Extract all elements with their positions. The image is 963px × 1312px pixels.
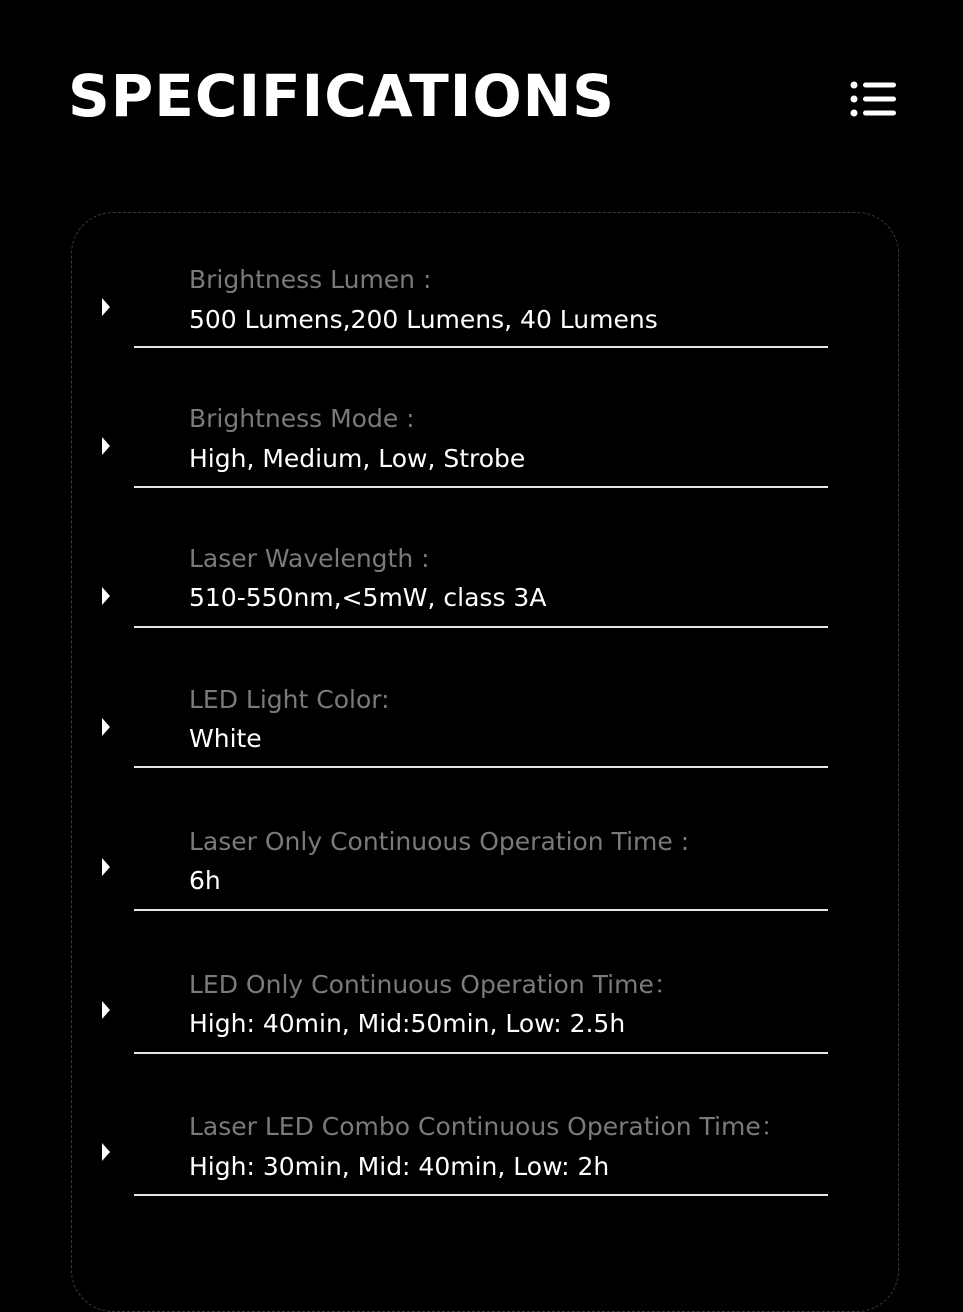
caret-right-icon: [102, 587, 110, 605]
spec-label: Laser Wavelength :: [189, 544, 430, 573]
caret-right-icon: [102, 858, 110, 876]
caret-right-icon: [102, 437, 110, 455]
caret-right-icon: [102, 1143, 110, 1161]
spec-value: High, Medium, Low, Strobe: [189, 444, 526, 473]
spec-value: 510-550nm,<5mW, class 3A: [189, 583, 547, 612]
spec-row-laser-led-combo-time: [0, 1109, 963, 1209]
caret-right-icon: [102, 1001, 110, 1019]
spec-value: High: 30min, Mid: 40min, Low: 2h: [189, 1152, 610, 1181]
divider: [134, 626, 828, 628]
divider: [134, 909, 828, 911]
divider: [134, 486, 828, 488]
spec-label: Brightness Lumen :: [189, 265, 432, 294]
spec-label: LED Only Continuous Operation Time：: [189, 970, 679, 999]
spec-row-laser-wavelength: [0, 541, 963, 641]
divider: [134, 1052, 828, 1054]
spec-row-led-light-color: [0, 682, 963, 782]
caret-right-icon: [102, 718, 110, 736]
spec-row-led-only-time: [0, 967, 963, 1067]
caret-right-icon: [102, 298, 110, 316]
divider: [134, 766, 828, 768]
page-title: SPECIFICATIONS: [68, 62, 615, 130]
spec-row-brightness-mode: [0, 401, 963, 501]
spec-label: Laser LED Combo Continuous Operation Time：: [189, 1112, 786, 1141]
divider: [134, 1194, 828, 1196]
divider: [134, 346, 828, 348]
spec-label: Brightness Mode :: [189, 404, 415, 433]
spec-row-brightness-lumen: [0, 262, 963, 362]
list-menu-icon[interactable]: [850, 80, 896, 118]
spec-value: 500 Lumens,200 Lumens, 40 Lumens: [189, 305, 658, 334]
spec-value: 6h: [189, 866, 221, 895]
spec-label: LED Light Color:: [189, 685, 390, 714]
spec-row-laser-only-time: [0, 824, 963, 924]
spec-value: High: 40min, Mid:50min, Low: 2.5h: [189, 1009, 626, 1038]
spec-label: Laser Only Continuous Operation Time :: [189, 827, 690, 856]
spec-value: White: [189, 724, 262, 753]
